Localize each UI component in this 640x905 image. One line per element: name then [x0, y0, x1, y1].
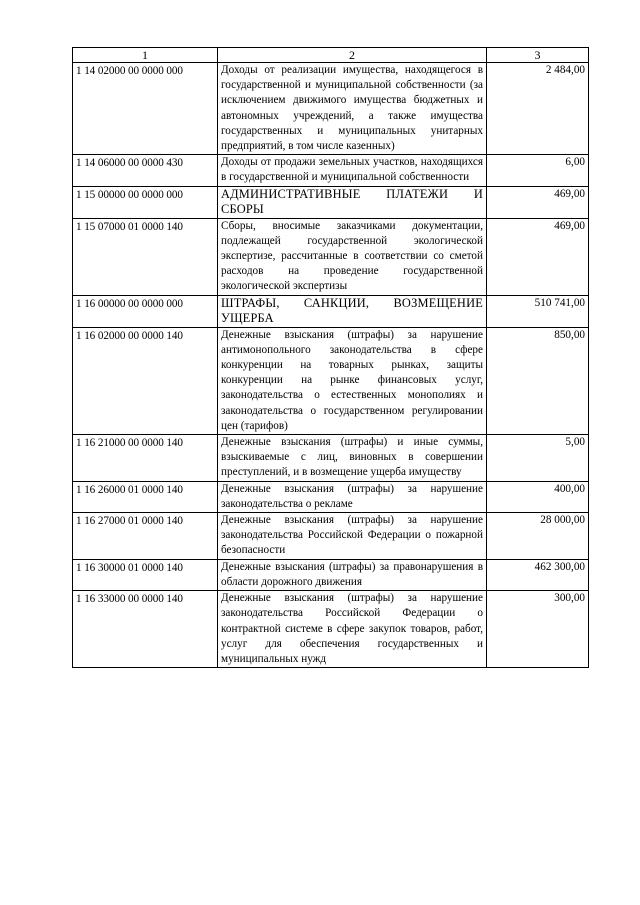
amount-cell: 510 741,00 [487, 295, 589, 327]
budget-code-cell: 1 16 26000 01 0000 140 [73, 481, 218, 512]
amount-cell: 469,00 [487, 218, 589, 295]
column-header-sum: 3 [487, 48, 589, 63]
amount-cell: 28 000,00 [487, 513, 589, 560]
revenue-name-cell: Доходы от продажи земельных участков, находящихся в государственной и муниципальной собственности [218, 155, 487, 186]
revenue-name-cell: ШТРАФЫ, САНКЦИИ, ВОЗМЕЩЕНИЕ УЩЕРБА [218, 295, 487, 327]
amount-cell: 2 484,00 [487, 63, 589, 155]
revenue-name-cell: Денежные взыскания (штрафы) за нарушение законодательства о рекламе [218, 481, 487, 512]
amount-cell: 850,00 [487, 327, 589, 434]
budget-code-cell: 1 14 02000 00 0000 000 [73, 63, 218, 155]
budget-code-cell: 1 16 00000 00 0000 000 [73, 295, 218, 327]
table-row [73, 481, 589, 512]
table-row [73, 435, 589, 482]
table-row [73, 591, 589, 668]
table-row [73, 327, 589, 434]
budget-code-cell: 1 16 21000 00 0000 140 [73, 435, 218, 482]
amount-cell: 300,00 [487, 591, 589, 668]
budget-code-cell: 1 15 07000 01 0000 140 [73, 218, 218, 295]
revenue-name-cell: Денежные взыскания (штрафы) за нарушение законодательства Российской Федерации о контрактной системе в сфере закупок товаров, работ, услуг для обеспечения государственных и муниципальных нужд [218, 591, 487, 668]
amount-cell: 400,00 [487, 481, 589, 512]
budget-code-cell: 1 16 27000 01 0000 140 [73, 513, 218, 560]
table-row [73, 186, 589, 218]
column-header-name: 2 [218, 48, 487, 63]
table-row [73, 513, 589, 560]
table-row [73, 218, 589, 295]
revenue-name-cell: Денежные взыскания (штрафы) за правонарушения в области дорожного движения [218, 559, 487, 590]
table-row [73, 559, 589, 590]
amount-cell: 462 300,00 [487, 559, 589, 590]
revenue-name-cell: АДМИНИСТРАТИВНЫЕ ПЛАТЕЖИ И СБОРЫ [218, 186, 487, 218]
revenue-name-cell: Денежные взыскания (штрафы) и иные суммы, взыскиваемые с лиц, виновных в совершении преступлений, и в возмещение ущерба имуществу [218, 435, 487, 482]
budget-code-cell: 1 14 06000 00 0000 430 [73, 155, 218, 186]
header-row [73, 48, 589, 63]
revenue-name-cell: Денежные взыскания (штрафы) за нарушение антимонопольного законодательства в сфере конкуренции на товарных рынках, защиты конкуренции на рынке финансовых услуг, законодательства о естественных монополиях и законодательства о государственном регулировании цен (тарифов) [218, 327, 487, 434]
revenue-name-cell: Сборы, вносимые заказчиками документации, подлежащей государственной экологической экспертизе, рассчитанные в соответствии со сметой расходов на проведение государственной экологической экспертизы [218, 218, 487, 295]
amount-cell: 469,00 [487, 186, 589, 218]
table-row [73, 295, 589, 327]
revenue-name-cell: Доходы от реализации имущества, находящегося в государственной и муниципальной собственности (за исключением движимого имущества бюджетных и автономных учреждений, а также имущества государственных и муниципальных унитарных предприятий, в том числе казенных) [218, 63, 487, 155]
budget-code-cell: 1 15 00000 00 0000 000 [73, 186, 218, 218]
amount-cell: 6,00 [487, 155, 589, 186]
column-header-code: 1 [73, 48, 218, 63]
revenue-table [72, 47, 589, 668]
table-row [73, 155, 589, 186]
budget-code-cell: 1 16 02000 00 0000 140 [73, 327, 218, 434]
table-row [73, 63, 589, 155]
revenue-name-cell: Денежные взыскания (штрафы) за нарушение законодательства Российской Федерации о пожарной безопасности [218, 513, 487, 560]
budget-code-cell: 1 16 33000 00 0000 140 [73, 591, 218, 668]
table-body [73, 63, 589, 668]
budget-code-cell: 1 16 30000 01 0000 140 [73, 559, 218, 590]
amount-cell: 5,00 [487, 435, 589, 482]
